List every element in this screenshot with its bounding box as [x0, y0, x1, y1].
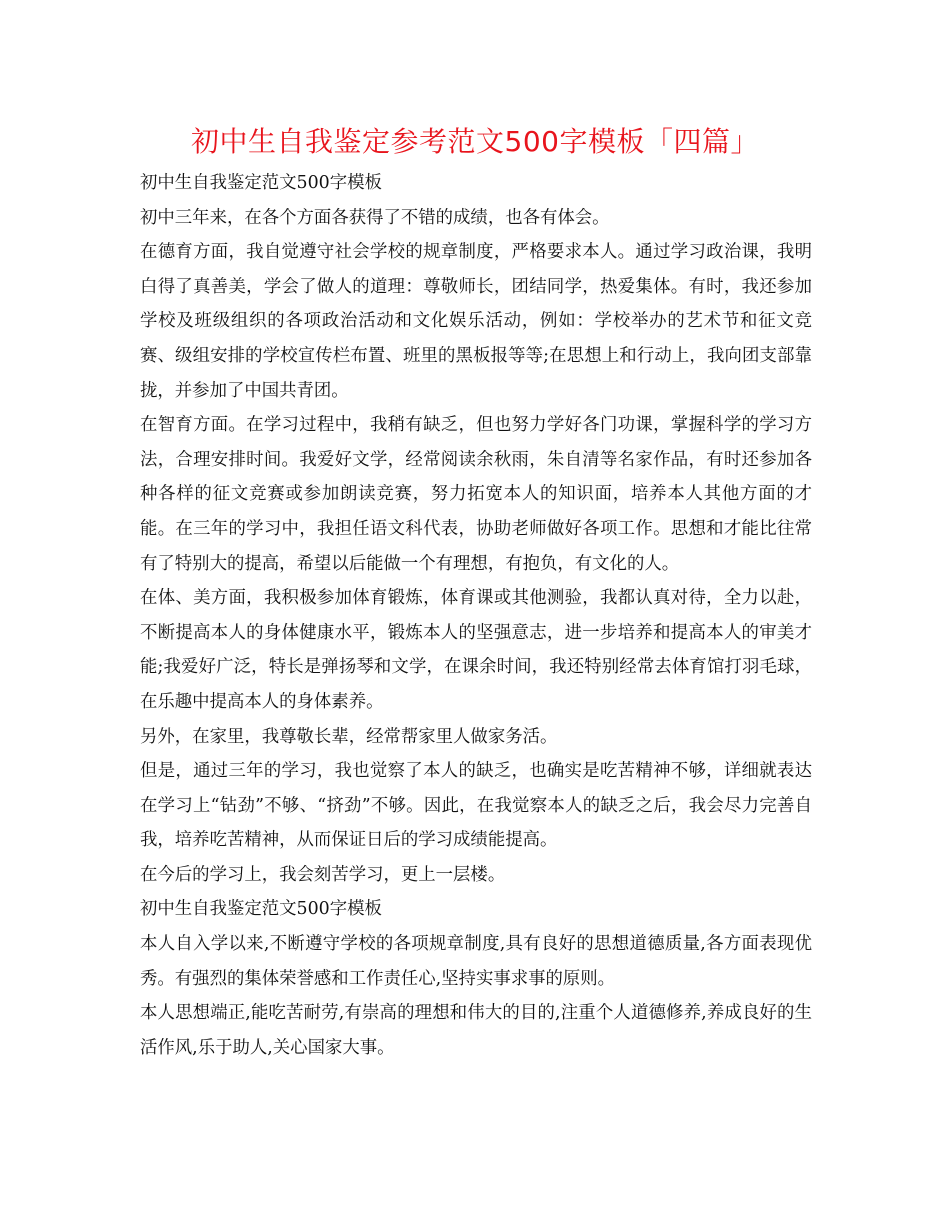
paragraph: 在体、美方面，我积极参加体育锻炼，体育课或其他测验，我都认真对待，全力以赴，不断提高本人的身体健康水平，锻炼本人的坚强意志，进一步培养和提高本人的审美才能;我爱好广泛，特长是弹扬琴和文学，在课余时间，我还特别经常去体育馆打羽毛球，在乐趣中提高本人的身体素养。 [140, 588, 812, 712]
paragraph: 在今后的学习上，我会刻苦学习，更上一层楼。 [140, 864, 506, 885]
paragraph: 在智育方面。在学习过程中，我稍有缺乏，但也努力学好各门功课，掌握科学的学习方法，合理安排时间。我爱好文学，经常阅读余秋雨，朱自清等名家作品，有时还参加各种各样的征文竞赛或参加朗读竞赛，努力拓宽本人的知识面，培养本人其他方面的才能。在三年的学习中，我担任语文科代表，协助老师做好各项工作。思想和才能比往常有了特别大的提高，希望以后能做一个有理想，有抱负，有文化的人。 [140, 415, 812, 574]
document-title: 初中生自我鉴定参考范文500字模板「四篇」 [191, 125, 759, 158]
document-body [140, 166, 812, 1065]
paragraph: 另外，在家里，我尊敬长辈，经常帮家里人做家务活。 [140, 726, 558, 747]
paragraph: 本人思想端正,能吃苦耐劳,有崇高的理想和伟大的目的,注重个人道德修养,养成良好的生活作风,乐于助人,关心国家大事。 [140, 1003, 812, 1058]
paragraph: 但是，通过三年的学习，我也觉察了本人的缺乏，也确实是吃苦精神不够，详细就表达在学习上“钻劲”不够、“挤劲”不够。因此，在我觉察本人的缺乏之后，我会尽力完善自我，培养吃苦精神，从而保证日后的学习成绩能提高。 [140, 761, 812, 851]
section-heading: 初中生自我鉴定范文500字模板 [140, 899, 382, 920]
paragraph: 初中三年来，在各个方面各获得了不错的成绩，也各有体会。 [140, 207, 610, 228]
section-heading: 初中生自我鉴定范文500字模板 [140, 173, 382, 193]
paragraph: 在德育方面，我自觉遵守社会学校的规章制度，严格要求本人。通过学习政治课，我明白得了真善美，学会了做人的道理：尊敬师长，团结同学，热爱集体。有时，我还参加学校及班级组织的各项政治活动和文化娱乐活动，例如：学校举办的艺术节和征文竞赛、级组安排的学校宣传栏布置、班里的黑板报等等;在思想上和行动上，我向团支部靠拢，并参加了中国共青团。 [140, 242, 812, 401]
paragraph: 本人自入学以来,不断遵守学校的各项规章制度,具有良好的思想道德质量,各方面表现优秀。有强烈的集体荣誉感和工作责任心,坚持实事求事的原则。 [140, 934, 812, 989]
